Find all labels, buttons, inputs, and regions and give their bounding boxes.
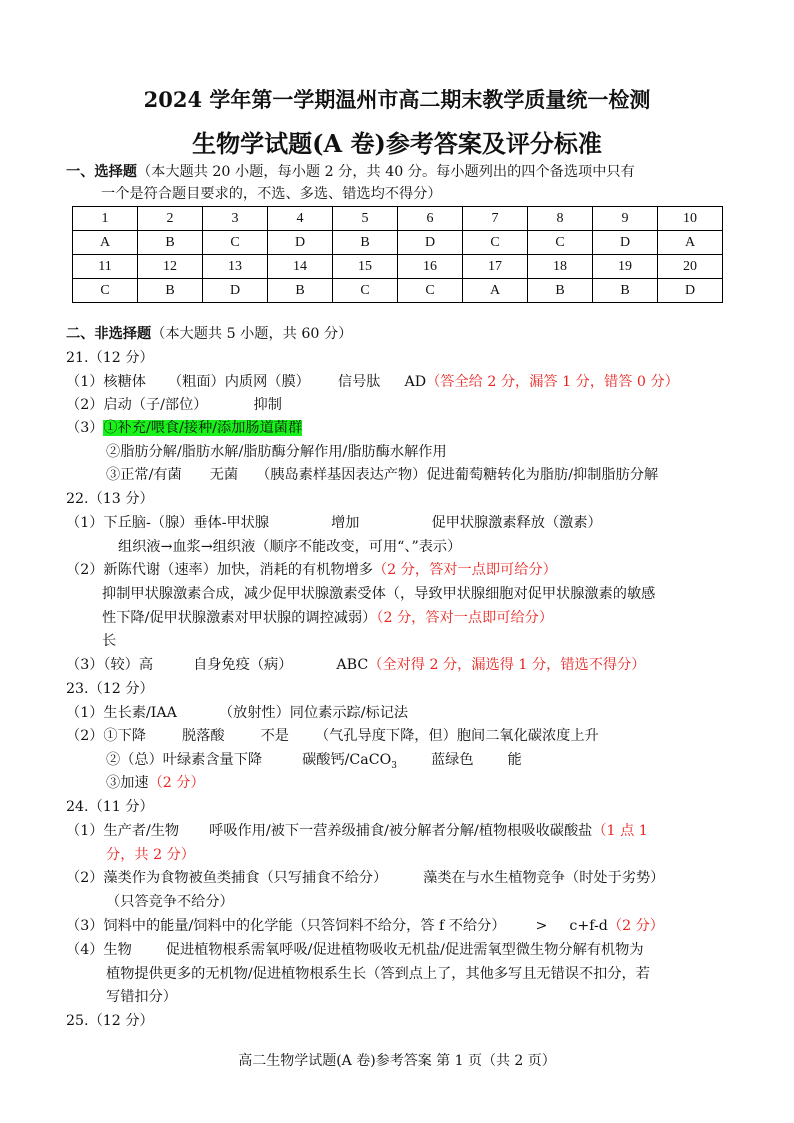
q21-l5-b: 无菌 [209,467,239,483]
q21-l2-num: （2） [66,397,104,413]
section2-desc: （本大题共 5 小题，共 60 分） [151,326,353,342]
q21-l3-num: （3） [66,420,104,436]
q22-l7-a: （较）高 [103,657,154,673]
q22-line5 [102,606,553,630]
answer-table-cell: C [463,231,528,255]
answer-table-cell: 20 [658,255,723,279]
answer-table-cell: 17 [463,255,528,279]
answer-table-cell: A [463,279,528,303]
q23-l3-b: 碳酸钙/CaCO [302,752,392,768]
q22-line3 [66,558,557,582]
q22-l1-num: （1） [66,515,104,531]
answer-table-cell: 10 [658,207,723,231]
answer-table-cell: 6 [398,207,463,231]
q22-l1-b: 增加 [331,515,360,531]
answer-table-row [73,207,723,231]
q22-line2: 组织液→血浆→组织液（顺序不能改变，可用“、”表示） [118,539,462,555]
answer-table-cell: B [138,231,203,255]
q24-head: 24.（11 分） [66,799,154,815]
answer-table-cell: 9 [593,207,658,231]
q23-line1 [66,701,408,725]
q21-l5-c: （胰岛素样基因表达产物）促进葡萄糖转化为脂肪/抑制脂肪分解 [256,467,659,483]
section1-desc2: 一个是符合题目要求的，不选、多选、错选均不得分） [101,186,442,202]
q22-l7-c: ABC [336,657,369,673]
answer-table-cell: 16 [398,255,463,279]
answer-table-cell: 4 [268,207,333,231]
answer-table-cell: 18 [528,255,593,279]
page-footer: 高二生物学试题(A 卷)参考答案 第 1 页（共 2 页） [238,1053,556,1069]
q24-l5-a: 饲料中的能量/饲料中的化学能（只答饲料不给分，答 f 不给分） [103,918,506,934]
answer-table-cell: C [333,279,398,303]
q24-l6-num: （4） [66,942,104,958]
q23-l4-a: ③加速 [106,775,149,791]
answer-table-cell: C [73,279,138,303]
answer-table-cell: D [658,279,723,303]
answer-table-cell: D [593,231,658,255]
q24-l1-b: 呼吸作用/被下一营养级捕食/被分解者分解/植物根吸收碳酸盐 [209,823,593,839]
q23-l3-sub: 3 [391,760,397,771]
q22-l3-num: （2） [66,562,104,578]
answer-table-cell: B [268,279,333,303]
answer-table-cell: D [203,279,268,303]
q22-l5-a: 性下降/促甲状腺激素对甲状腺的调控减弱） [102,610,377,626]
q23-l3-d: 能 [507,752,522,768]
answer-table-cell: B [333,231,398,255]
q22-l3-a: 新陈代谢（速率）加快，消耗的有机物增多 [103,562,373,578]
answer-table-cell: 5 [333,207,398,231]
q21-l1-b: （粗面）内质网（膜） [167,374,310,390]
answer-table-row [73,279,723,303]
q23-l4-note: （2 分） [148,775,205,791]
q21-head: 21.（12 分） [66,350,154,366]
answer-table-cell: 13 [203,255,268,279]
q24-line5 [66,914,664,938]
page-subtitle: 生物学试题(A 卷)参考答案及评分标准 [192,129,602,158]
answer-table-cell: 1 [73,207,138,231]
q22-l7-num: （3） [66,657,104,673]
q24-l6-b: 促进植物根系需氧呼吸/促进植物吸收无机盐/促进需氧型微生物分解有机物为 [165,942,644,958]
answer-table-cell: A [73,231,138,255]
q24-l5-c: c+f-d [569,918,608,934]
q23-l2-a: ①下降 [103,728,146,744]
q24-l5-b: > [535,918,548,934]
q24-line1 [66,819,648,843]
q21-line1 [66,370,679,394]
section1-heading: 一、选择题 [66,164,137,180]
answer-table-cell: C [203,231,268,255]
q22-head: 22.（13 分） [66,491,154,507]
q24-line8: 写错扣分） [106,989,177,1005]
q22-l1-a: 下丘脑-（腺）垂体-甲状腺 [103,515,270,531]
answer-table-cell: 8 [528,207,593,231]
answer-table-cell: 14 [268,255,333,279]
q24-l6-a: 生物 [103,942,132,958]
q21-l2-b: 抑制 [253,397,282,413]
q23-line2 [66,724,599,748]
q22-l5-note: （2 分，答对一点即可给分） [376,610,554,626]
q22-l7-b: 自身免疫（病） [193,657,293,673]
section1-intro [66,160,635,184]
answer-table-cell: C [528,231,593,255]
q23-l3-c: 蓝绿色 [430,752,474,768]
q24-l5-num: （3） [66,918,104,934]
answer-table-cell: B [528,279,593,303]
q24-line3 [66,866,664,890]
q23-l2-b: 脱落酸 [181,728,225,744]
answer-table-cell: B [593,279,658,303]
q21-line2 [66,393,282,417]
answer-table-cell: C [398,279,463,303]
q21-l5-a: ③正常/有菌 [106,467,182,483]
q24-l1-a: 生产者/生物 [103,823,180,839]
q24-l3-b: 藻类在与水生植物竞争（时处于劣势） [423,870,665,886]
q22-line7 [66,653,645,677]
q22-l7-note: （全对得 2 分，漏选得 1 分，错选不得分） [368,657,646,673]
q21-l1-d: AD [404,374,427,390]
q23-l2-c: 不是 [260,728,289,744]
q23-l2-d: （气孔导度下降，但）胞间二氧化碳浓度上升 [314,728,599,744]
q24-l5-note: （2 分） [607,918,664,934]
q24-l3-num: （2） [66,870,104,886]
q21-l1-num: （1） [66,374,104,390]
q21-l1-c: 信号肽 [337,374,381,390]
q23-line4 [106,771,205,795]
q24-line6 [66,938,644,962]
q21-line3 [66,416,302,440]
q24-line4: （只答竞争不给分） [106,894,234,910]
q21-l3-a: ①补充/喂食/接种/添加肠道菌群 [103,420,303,436]
q24-l3-a: 藻类作为食物被鱼类捕食（只写捕食不给分） [103,870,388,886]
answer-table-row [73,255,723,279]
answer-table-cell: 2 [138,207,203,231]
q24-line2: 分，共 2 分） [106,847,195,863]
page-title: 2024 学年第一学期温州市高二期末教学质量统一检测 [143,87,651,112]
q23-l1-num: （1） [66,705,104,721]
q22-l3-note: （2 分，答对一点即可给分） [372,562,557,578]
answer-table-row [73,231,723,255]
q21-line4: ②脂肪分解/脂肪水解/脂肪酶分解作用/脂肪酶水解作用 [106,444,447,460]
q23-head: 23.（12 分） [66,681,154,697]
q23-l1-b: （放射性）同位素示踪/标记法 [218,705,409,721]
q21-l2-a: 启动（子/部位） [103,397,208,413]
answer-table-cell: 3 [203,207,268,231]
answer-table-cell: D [268,231,333,255]
answer-table-cell: 12 [138,255,203,279]
q24-l1-note: （1 点 1 [592,823,648,839]
q23-l2-num: （2） [66,728,104,744]
q21-line5 [106,463,658,487]
q22-l1-c: 促甲状腺激素释放（激素） [431,515,602,531]
q21-l1-a: 核糖体 [103,374,146,390]
answer-table-cell: A [658,231,723,255]
answer-table [72,206,723,303]
answer-table-cell: 7 [463,207,528,231]
q22-line6: 长 [102,633,117,649]
q22-line4: 抑制甲状腺激素合成，减少促甲状腺激素受体（，导致甲状腺细胞对促甲状腺激素的敏感 [102,586,656,602]
answer-table-cell: B [138,279,203,303]
section1-desc1: （本大题共 20 小题，每小题 2 分，共 40 分。每小题列出的四个备选项中只有 [136,164,635,180]
section2-intro [66,322,352,346]
q23-l3-a: ②（总）叶绿素含量下降 [106,752,263,768]
q24-l1-num: （1） [66,823,104,839]
q23-l1-a: 生长素/IAA [103,705,177,721]
section2-heading: 二、非选择题 [66,326,152,342]
answer-table-cell: 11 [73,255,138,279]
answer-table-cell: 15 [333,255,398,279]
q25-head: 25.（12 分） [66,1013,154,1029]
answer-table-cell: 19 [593,255,658,279]
q22-line1 [66,511,602,535]
answer-table-cell: D [398,231,463,255]
q24-line7: 植物提供更多的无机物/促进植物根系生长（答到点上了，其他多写且无错误不扣分，若 [106,966,650,982]
q21-l1-note: （答全给 2 分，漏答 1 分，错答 0 分） [426,374,679,390]
